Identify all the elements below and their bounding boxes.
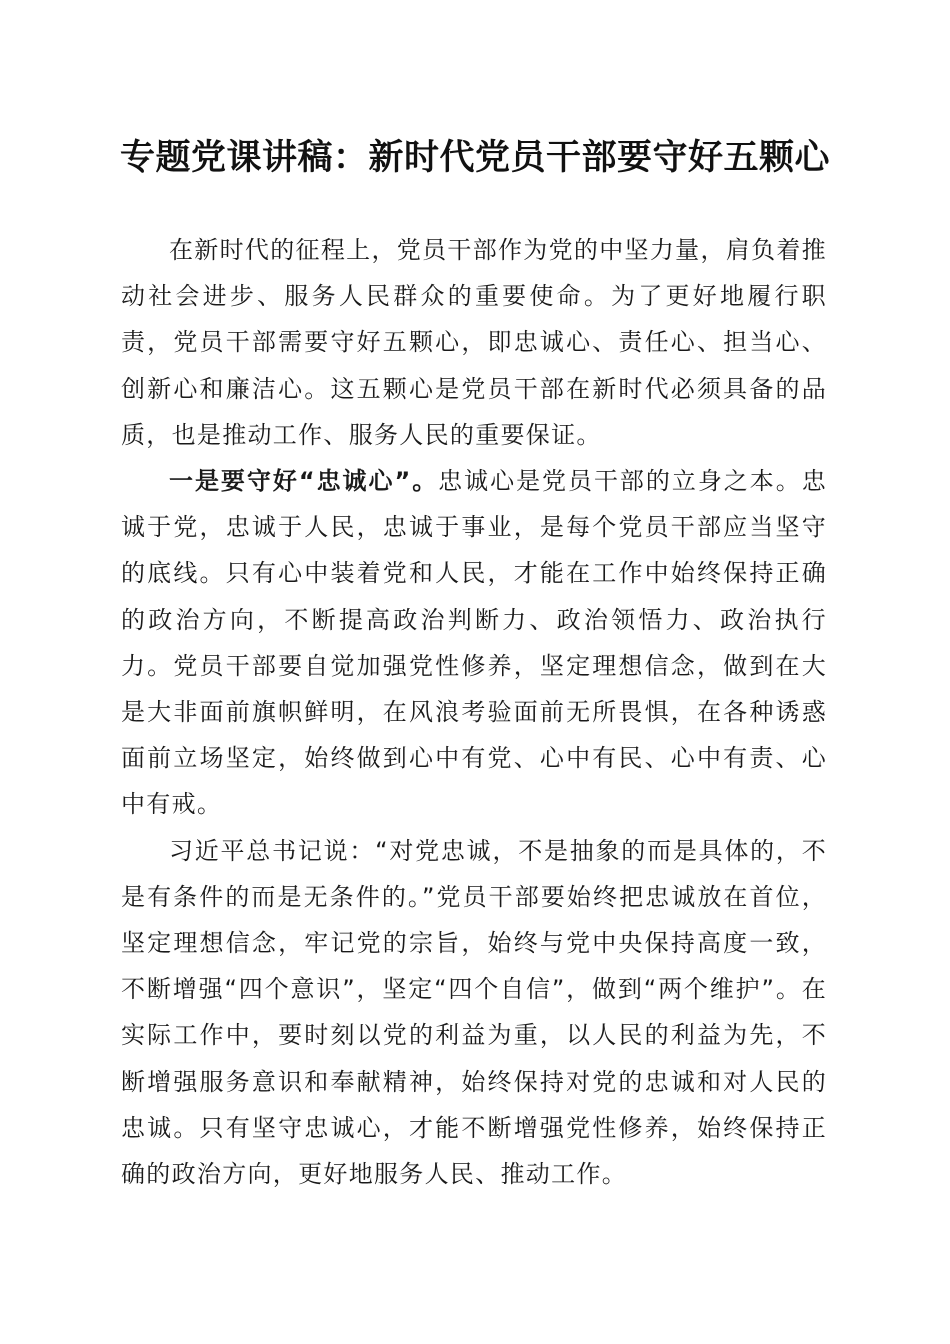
document-body — [121, 227, 827, 1197]
paragraph-text: 在新时代的征程上，党员干部作为党的中坚力量，肩负着推动社会进步、服务人民群众的重要使命。为了更好地履行职责，党员干部需要守好五颗心，即忠诚心、责任心、担当心、创新心和廉洁心。这五颗心是党员干部在新时代必须具备的品质，也是推动工作、服务人民的重要保证。 — [121, 236, 827, 449]
paragraph-text: 忠诚心是党员干部的立身之本。忠诚于党，忠诚于人民，忠诚于事业，是每个党员干部应当坚守的底线。只有心中装着党和人民，才能在工作中始终保持正确的政治方向，不断提高政治判断力、政治领悟力、政治执行力。党员干部要自觉加强党性修养，坚定理想信念，做到在大是大非面前旗帜鲜明，在风浪考验面前无所畏惧，在各种诱惑面前立场坚定，始终做到心中有党、心中有民、心中有责、心中有戒。 — [121, 467, 827, 819]
paragraph-lead-heading: 一是要守好“忠诚心”。 — [169, 467, 439, 496]
paragraph-text: 习近平总书记说：“对党忠诚，不是抽象的而是具体的，不是有条件的而是无条件的。”党员干部要始终把忠诚放在首位，坚定理想信念，牢记党的宗旨，始终与党中央保持高度一致，不断增强“四个意识”，坚定“四个自信”，做到“两个维护”。在实际工作中，要时刻以党的利益为重，以人民的利益为先，不断增强服务意识和奉献精神，始终保持对党的忠诚和对人民的忠诚。只有坚守忠诚心，才能不断增强党性修养，始终保持正确的政治方向，更好地服务人民、推动工作。 — [121, 836, 827, 1189]
paragraph-quote — [121, 828, 827, 1198]
paragraph-intro — [121, 227, 827, 458]
document-title: 专题党课讲稿：新时代党员干部要守好五颗心 — [119, 137, 830, 178]
paragraph-loyalty — [121, 458, 827, 828]
